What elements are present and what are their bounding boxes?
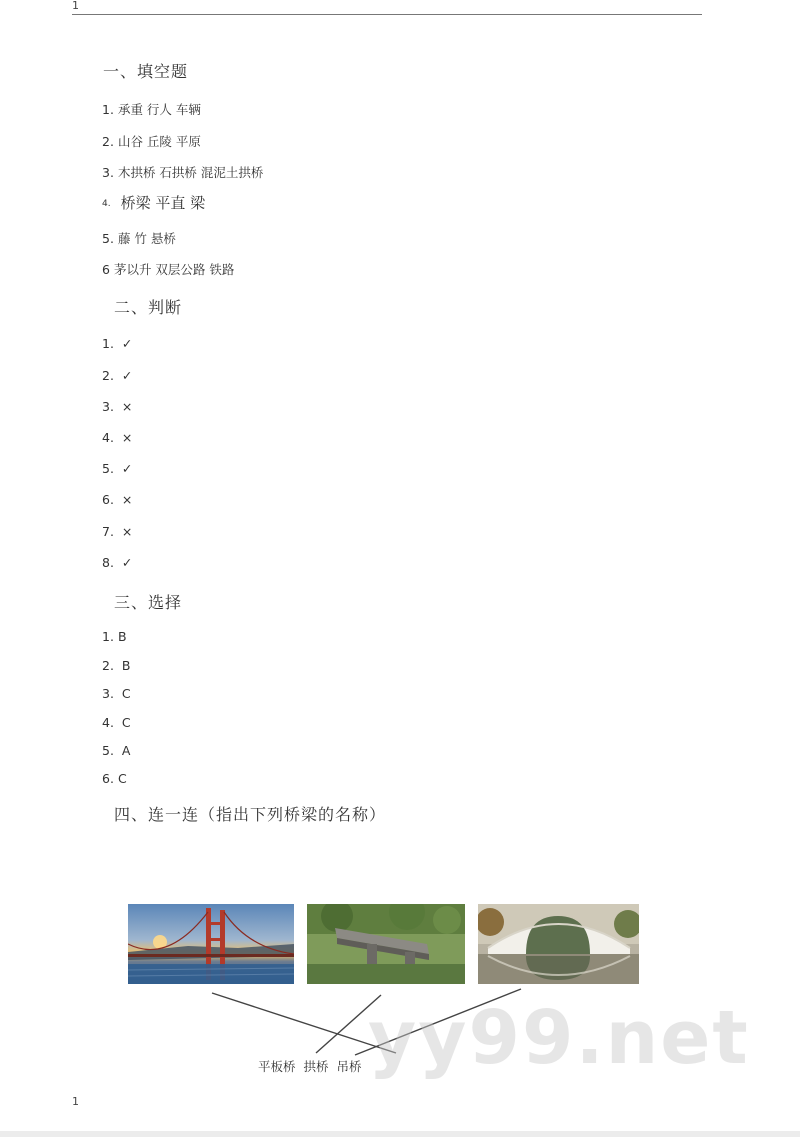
matching-answer-labels (258, 1057, 366, 1075)
choice-item: 5. A (102, 743, 131, 758)
judge-item: 5. ✓ (102, 461, 133, 476)
choice-item: 6. C (102, 771, 127, 786)
section-title-judge: 二、判断 (114, 298, 183, 317)
fill-blank-item: 3. 木拱桥 石拱桥 混泥土拱桥 (102, 165, 264, 180)
fill-blank-item: 1. 承重 行人 车辆 (102, 102, 201, 117)
section-title-matching: 四、连一连（指出下列桥梁的名称） (114, 805, 387, 824)
header-page-number: 1 (72, 0, 79, 12)
fill-blank-item: 5. 藤 竹 悬桥 (102, 231, 176, 246)
page-bottom-edge (0, 1131, 800, 1137)
judge-item: 8. ✓ (102, 555, 133, 570)
judge-item: 4. × (102, 430, 133, 445)
choice-item: 1. B (102, 629, 127, 644)
choice-item: 2. B (102, 658, 131, 673)
label-arch-bridge: 拱桥 (303, 1059, 329, 1074)
footer-page-number: 1 (72, 1095, 79, 1108)
judge-item: 6. × (102, 492, 133, 507)
fill-blank-item: 4. 桥梁 平直 梁 (102, 194, 206, 212)
judge-item: 2. ✓ (102, 368, 133, 383)
section-title-choice: 三、选择 (114, 593, 183, 612)
watermark: yy99.net (368, 995, 750, 1081)
label-suspension-bridge: 吊桥 (336, 1059, 362, 1074)
choice-item: 3. C (102, 686, 131, 701)
judge-item: 7. × (102, 524, 133, 539)
judge-item: 1. ✓ (102, 336, 133, 351)
fill-blank-item: 6 茅以升 双层公路 铁路 (102, 262, 235, 277)
fill-blank-item: 2. 山谷 丘陵 平原 (102, 134, 201, 149)
label-slab-bridge: 平板桥 (258, 1059, 296, 1074)
section-title-fill-blank: 一、填空题 (103, 62, 189, 81)
choice-item: 4. C (102, 715, 131, 730)
judge-item: 3. × (102, 399, 133, 414)
